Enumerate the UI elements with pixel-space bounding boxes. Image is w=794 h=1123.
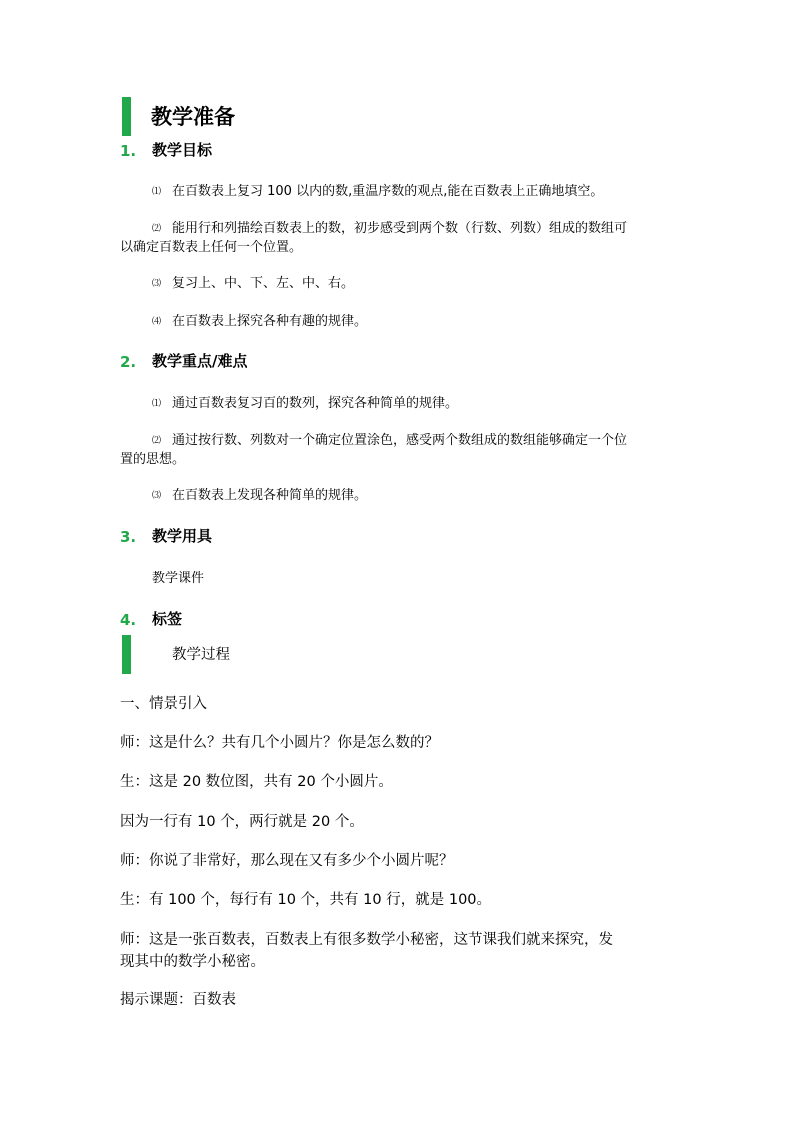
tag-accent-bar [122, 635, 131, 674]
section-2-item-2 [152, 431, 627, 451]
item-mark: ⑵ [152, 224, 162, 234]
item-mark: ⑷ [152, 317, 162, 327]
section-4-title: 标签 [152, 610, 183, 628]
section-3-title: 教学用具 [152, 527, 213, 545]
section-3-number: 3. [120, 528, 137, 546]
section-3-body: 教学课件 [152, 571, 205, 586]
process-line-5: 师：你说了非常好，那么现在又有多少个小圆片呢？ [120, 853, 454, 869]
page-title: 教学准备 [151, 105, 235, 129]
section-2-item-1 [152, 394, 458, 414]
item-mark: ⑴ [152, 187, 162, 197]
process-line-1: 一、情景引入 [120, 696, 207, 712]
section-1-item-4 [152, 312, 367, 332]
item-mark: ⑴ [152, 399, 162, 409]
section-2-title: 教学重点/难点 [152, 352, 248, 370]
process-line-7-cont: 现其中的数学小秘密。 [120, 954, 265, 970]
section-1-item-2-cont: 以确定百数表上任何一个位置。 [120, 240, 303, 255]
section-1-item-3 [152, 274, 354, 294]
process-line-3: 生：这是 20 数位图，共有 20 个小圆片。 [120, 774, 393, 790]
process-line-2: 师：这是什么？共有几个小圆片？你是怎么数的？ [120, 735, 439, 751]
item-text: 复习上、中、下、左、中、右。 [172, 276, 355, 291]
section-2-item-3 [152, 486, 367, 506]
section-2-item-2-cont: 置的思想。 [120, 452, 186, 467]
tag-label: 教学过程 [172, 647, 230, 663]
item-text: 能用行和列描绘百数表上的数，初步感受到两个数（行数、列数）组成的数组可 [172, 221, 628, 236]
item-text: 在百数表上复习 100 以内的数,重温序数的观点,能在百数表上正确地填空。 [172, 184, 604, 199]
heading-accent-bar [122, 97, 131, 136]
item-mark: ⑵ [152, 436, 162, 446]
process-line-8: 揭示课题：百数表 [120, 992, 236, 1008]
section-1-title: 教学目标 [152, 141, 213, 159]
item-mark: ⑶ [152, 279, 162, 289]
item-text: 在百数表上发现各种简单的规律。 [172, 488, 368, 503]
item-text: 通过百数表复习百的数列，探究各种简单的规律。 [172, 396, 459, 411]
item-text: 通过按行数、列数对一个确定位置涂色，感受两个数组成的数组能够确定一个位 [172, 433, 628, 448]
section-1-item-1 [152, 182, 603, 202]
process-line-7: 师：这是一张百数表，百数表上有很多数学小秘密，这节课我们就来探究，发 [120, 932, 613, 948]
section-1-number: 1. [120, 142, 137, 160]
process-line-4: 因为一行有 10 个，两行就是 20 个。 [120, 814, 364, 830]
item-text: 在百数表上探究各种有趣的规律。 [172, 314, 368, 329]
item-mark: ⑶ [152, 491, 162, 501]
section-1-item-2 [152, 219, 627, 239]
section-4-number: 4. [120, 611, 137, 629]
section-2-number: 2. [120, 353, 137, 371]
process-line-6: 生：有 100 个，每行有 10 个，共有 10 行，就是 100。 [120, 892, 492, 908]
